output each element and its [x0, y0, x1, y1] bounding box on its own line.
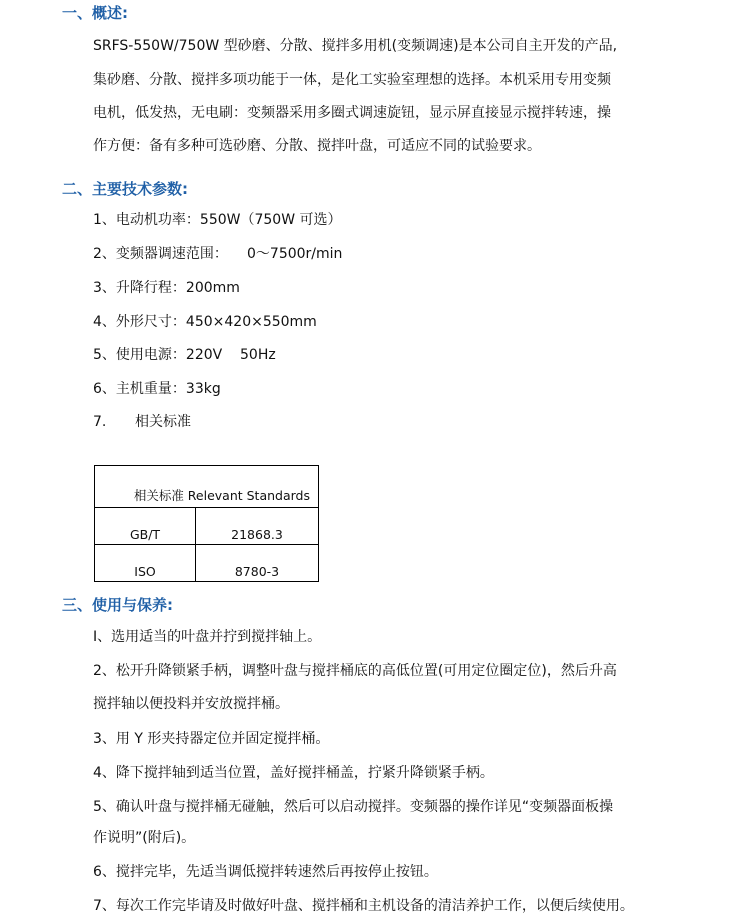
overview-line-3: 电机，低发热，无电刷：变频器采用多圈式调速旋钮，显示屏直接显示搅拌转速，操 [93, 105, 611, 121]
standard-name-cell: ISO [95, 545, 196, 582]
table-row [95, 508, 319, 545]
usage-line-4: 3、用 Y 形夹持器定位并固定搅拌桶。 [93, 731, 330, 747]
section-heading-usage: 三、使用与保养: [62, 596, 173, 614]
spec-row [93, 412, 191, 432]
usage-line-2: 2、松开升降锁紧手柄，调整叶盘与搅拌桶底的高低位置(可用定位圈定位)，然后升高 [93, 663, 617, 679]
usage-line-3: 搅拌轴以便投料并安放搅拌桶。 [93, 696, 289, 712]
standard-number-cell: 8780-3 [196, 545, 319, 582]
overview-line-4: 作方便：备有多种可选砂磨、分散、搅拌叶盘，可适应不同的试验要求。 [93, 138, 541, 154]
spec-label: 6、主机重量： [93, 381, 186, 397]
spec-value: 33kg [185, 381, 221, 397]
overview-line-1: SRFS-550W/750W 型砂磨、分散、搅拌多用机(变频调速)是本公司自主开发的产品, [93, 38, 618, 54]
spec-value: 200mm [185, 280, 240, 296]
overview-line-2: 集砂磨、分散、搅拌多项功能于一体，是化工实验室理想的选择。本机采用专用变频 [93, 72, 611, 88]
usage-line-6: 5、确认叶盘与搅拌桶无碰触，然后可以启动搅拌。变频器的操作详见“变频器面板操 [93, 799, 614, 815]
spec-row [93, 244, 342, 264]
standards-table [94, 465, 319, 582]
spec-label: 4、外形尺寸： [93, 314, 186, 330]
section-heading-overview: 一、概述: [62, 4, 128, 22]
spec-value: 450×420×550mm [185, 314, 317, 330]
spec-row [93, 278, 240, 298]
spec-label: 2、变频器调速范围： [93, 246, 228, 262]
spec-label: 3、升降行程： [93, 280, 186, 296]
section-heading-specs: 二、主要技术参数: [62, 180, 188, 198]
spec-label: 7. [93, 414, 107, 430]
spec-label: 1、电动机功率： [93, 212, 200, 228]
spec-row [93, 345, 276, 365]
spec-value: 相关标准 [135, 414, 191, 430]
spec-row [93, 312, 317, 332]
usage-line-1: Ⅰ、选用适当的叶盘并拧到搅拌轴上。 [93, 629, 322, 645]
usage-line-7: 作说明”(附后)。 [93, 830, 196, 846]
table-header-cell: 相关标准 Relevant Standards [95, 466, 319, 508]
table-row [95, 545, 319, 582]
spec-label: 5、使用电源： [93, 347, 186, 363]
usage-line-8: 6、搅拌完毕，先适当调低搅拌转速然后再按停止按钮。 [93, 864, 438, 880]
spec-value: 220V 50Hz [185, 347, 276, 363]
table-header-row [95, 466, 319, 508]
standard-name-cell: GB/T [95, 508, 196, 545]
spec-row [93, 210, 342, 230]
standard-number-cell: 21868.3 [196, 508, 319, 545]
spec-row [93, 379, 221, 399]
usage-line-5: 4、降下搅拌轴到适当位置，盖好搅拌桶盖，拧紧升降锁紧手柄。 [93, 765, 494, 781]
spec-value: 0～7500r/min [247, 246, 343, 262]
usage-line-9: 7、每次工作完毕请及时做好叶盘、搅拌桶和主机设备的清洁养护工作，以便后续使用。 [93, 898, 634, 914]
spec-value: 550W（750W 可选） [199, 212, 342, 228]
